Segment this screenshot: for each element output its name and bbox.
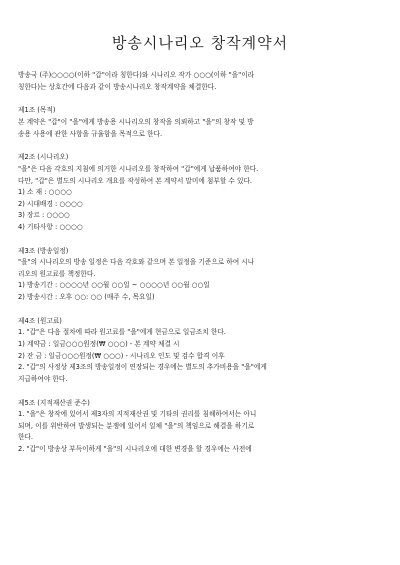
article-heading: 제5조 (지적재산권 준수) (18, 398, 90, 407)
article-line: 2) 방송시간 : 오후 ○○: ○○ (매주 수, 목요일) (18, 293, 155, 302)
article-5 (18, 398, 382, 456)
article-3 (18, 246, 382, 304)
article-line: 3) 장르 : ○○○○ (18, 211, 70, 220)
article-2 (18, 152, 382, 233)
article-heading: 제2조 (시나리오) (18, 153, 69, 162)
intro-line: 칭한다)는 상호간에 다음과 같이 방송시나리오 창작계약을 체결한다. (18, 82, 217, 91)
article-line: 되며, 이를 위반하여 발생되는 분쟁에 있어서 일체 "을"의 책임으로 해결을 하기로 (18, 421, 255, 430)
document-title: 방송시나리오 창작계약서 (111, 34, 289, 52)
article-1 (18, 105, 382, 140)
article-line: 다만, "갑"은 별도의 시나리오 개요를 작성하여 본 계약서 말미에 첨부할 수 있다. (18, 176, 253, 185)
article-line: 송용 사용에 관한 사항을 규율함을 목적으로 한다. (18, 129, 163, 138)
article-line: "을"의 시나리오의 방송 일정은 다음 각호와 같으며 본 일정을 기준으로 하여 시나 (18, 258, 255, 267)
article-line: 2. "갑"의 사정상 제3조의 방송일정이 연장되는 경우에는 별도의 추가비용을 "을"에게 (18, 363, 267, 372)
intro-line: 방송국 (주)○○○○(이하 "갑"이라 칭한다)와 시나리오 작가 ○○○(이하 "을"이라 (18, 71, 255, 79)
article-line: 리오의 원고료를 책정한다. (18, 269, 96, 278)
intro-paragraph (18, 70, 382, 93)
article-line: 한다. (18, 433, 34, 442)
article-line: 본 계약은 "갑"이 "을"에게 방송용 시나리오의 창작을 의뢰하고 "을"의 창작 및 방 (18, 117, 254, 126)
article-line: 1) 방송기간 : ○○○○년 ○○월 ○○일 ~ ○○○○년 ○○월 ○○일 (18, 281, 210, 290)
article-line: 2) 시대배경 : ○○○○ (18, 199, 83, 208)
article-line: 1) 소 재 : ○○○○ (18, 188, 72, 197)
article-line: 1) 계약금 : 일금○○○원정(₩ ○○○) - 본 계약 체결 시 (18, 340, 180, 349)
article-line: 1. "을"은 창작에 있어서 제3자의 지적재산권 및 기타의 권리를 침해하여서는 아니 (18, 410, 257, 419)
article-heading: 제1조 (목적) (18, 106, 56, 115)
article-4 (18, 316, 382, 386)
article-line: 2) 잔 금 : 일금○○○원정(₩ ○○○) - 시나리오 인도 및 검수 합격 이후 (18, 351, 225, 360)
article-line: 1. "갑"은 다음 절차에 따라 원고료를 "을"에게 현금으로 일금조치 한다. (18, 328, 226, 337)
article-line: 4) 기타사항 : ○○○○ (18, 222, 83, 231)
article-heading: 제3조 (방송일정) (18, 246, 69, 255)
article-heading: 제4조 (원고료) (18, 316, 62, 325)
article-line: 2. "갑"이 방송상 부득이하게 "을"의 시나리오에 대한 변경을 할 경우에는 사전에 (18, 444, 252, 453)
article-line: 지급하여야 한다. (18, 374, 68, 383)
article-line: "을"은 다음 각호의 지침에 의거한 시나리오를 창작하여 "갑"에게 납품하여야 한다. (18, 164, 259, 173)
